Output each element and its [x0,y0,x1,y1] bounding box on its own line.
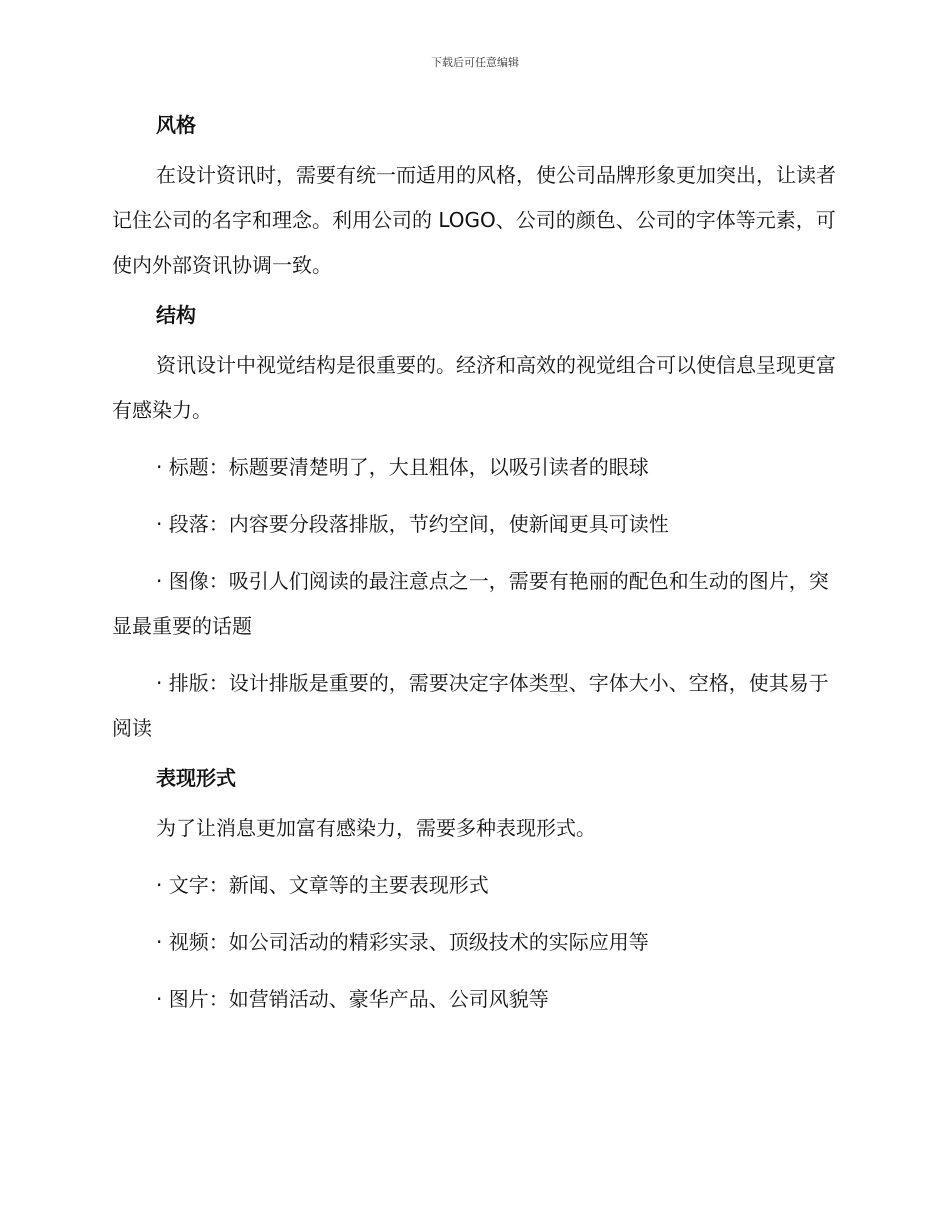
list-item-image: · 图像：吸引人们阅读的最注意点之一，需要有艳丽的配色和生动的图片，突显最重要的话题 [112,569,829,638]
section-heading-structure: 结构 [156,303,196,327]
section-heading-forms: 表现形式 [156,766,236,790]
section-heading-style: 风格 [156,113,196,137]
list-item-video: · 视频：如公司活动的精彩实录、顶级技术的实际应用等 [156,930,649,954]
paragraph-forms: 为了让消息更加富有感染力，需要多种表现形式。 [156,816,596,840]
paragraph-structure: 资讯设计中视觉结构是很重要的。经济和高效的视觉组合可以使信息呈现更富有感染力。 [112,353,836,422]
document-body [112,110,838,1022]
list-item-picture: · 图片：如营销活动、豪华产品、公司风貌等 [156,987,549,1011]
paragraph-style: 在设计资讯时，需要有统一而适用的风格，使公司品牌形象更加突出，让读者记住公司的名字和理念。利用公司的 LOGO、公司的颜色、公司的字体等元素，可使内外部资讯协调一致。 [112,163,836,277]
list-item-paragraph: · 段落：内容要分段落排版，节约空间，使新闻更具可读性 [156,512,669,536]
list-item-title: · 标题：标题要清楚明了，大且粗体，以吸引读者的眼球 [156,455,649,479]
list-item-text: · 文字：新闻、文章等的主要表现形式 [156,873,489,897]
list-item-layout: · 排版：设计排版是重要的，需要决定字体类型、字体大小、空格，使其易于阅读 [112,671,829,740]
page-header-note: 下载后可任意编辑 [431,56,519,69]
